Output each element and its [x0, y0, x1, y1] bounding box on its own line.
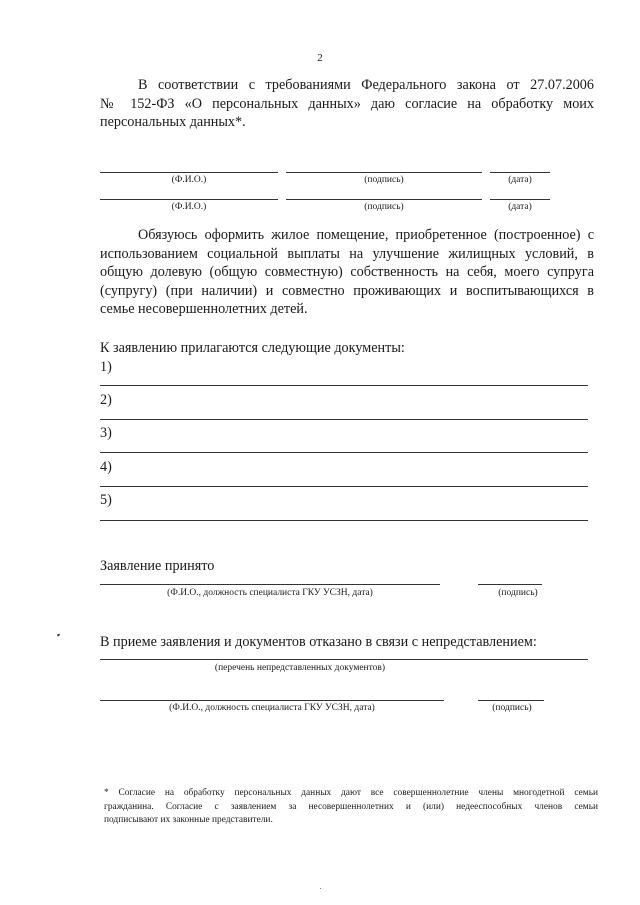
fio-caption: (Ф.И.О.) — [171, 175, 207, 185]
date-line — [490, 172, 550, 173]
signature-line — [478, 700, 544, 701]
signature-caption: (подпись) — [492, 703, 532, 713]
attachment-line[interactable] — [100, 520, 588, 521]
attachment-number: 1) — [100, 359, 112, 375]
attachment-line[interactable] — [100, 385, 588, 386]
footnote-line: подписывают их законные представители. — [104, 815, 273, 825]
footnote — [104, 787, 598, 828]
footnote-line: * Согласие на обработку персональных данных дают все совершеннолетние члены многодетной семьи — [104, 788, 598, 798]
obligation-line: общую долевую (общую совместную) собственность на себя, моего супруга — [100, 264, 594, 280]
signature-caption: (подпись) — [364, 175, 404, 185]
consent-line: В соответствии с требованиями Федерального закона от 27.07.2006 — [138, 77, 594, 93]
attachment-number: 4) — [100, 459, 112, 475]
consent-paragraph — [100, 76, 594, 132]
signature-line — [478, 584, 542, 585]
date-line — [490, 199, 550, 200]
specialist-line — [100, 584, 440, 585]
fio-line — [100, 172, 278, 173]
specialist-caption: (Ф.И.О., должность специалиста ГКУ УСЗН, дата) — [167, 588, 373, 598]
signature-caption: (подпись) — [498, 588, 538, 598]
signature-line — [286, 172, 482, 173]
attachments-heading: К заявлению прилагаются следующие документы: — [100, 340, 405, 356]
signature-line — [286, 199, 482, 200]
scan-speck — [57, 633, 61, 636]
specialist-line — [100, 700, 444, 701]
fio-line — [100, 199, 278, 200]
missing-documents-line[interactable] — [100, 659, 588, 660]
attachment-line[interactable] — [100, 452, 588, 453]
page-number: 2 — [317, 52, 323, 64]
scan-speck — [320, 888, 321, 889]
obligation-line: семье несовершеннолетних детей. — [100, 301, 308, 317]
consent-line: № 152-ФЗ «О персональных данных» даю согласие на обработку моих — [100, 95, 594, 112]
attachment-line[interactable] — [100, 486, 588, 487]
obligation-line: использованием социальной выплаты на улучшение жилищных условий, в — [100, 245, 594, 262]
footnote-line: гражданина. Согласие с заявлением за несовершеннолетних и (или) недееспособных членов семьи — [104, 801, 598, 812]
attachment-line[interactable] — [100, 419, 588, 420]
attachment-number: 3) — [100, 425, 112, 441]
date-caption: (дата) — [508, 175, 532, 185]
obligation-paragraph — [100, 226, 594, 319]
date-caption: (дата) — [508, 202, 532, 212]
signature-caption: (подпись) — [364, 202, 404, 212]
specialist-caption: (Ф.И.О., должность специалиста ГКУ УСЗН, дата) — [169, 703, 375, 713]
obligation-line: Обязуюсь оформить жилое помещение, приобретенное (построенное) с — [138, 227, 594, 243]
consent-line: персональных данных*. — [100, 114, 246, 130]
missing-documents-caption: (перечень непредставленных документов) — [214, 663, 386, 673]
fio-caption: (Ф.И.О.) — [171, 202, 207, 212]
attachment-number: 2) — [100, 392, 112, 408]
accepted-label: Заявление принято — [100, 558, 215, 574]
refused-label: В приеме заявления и документов отказано в связи с непредставлением: — [100, 634, 537, 650]
obligation-line: (супругу) (при наличии) и совместно проживающих и воспитывающихся в — [100, 282, 594, 299]
attachment-number: 5) — [100, 492, 112, 508]
